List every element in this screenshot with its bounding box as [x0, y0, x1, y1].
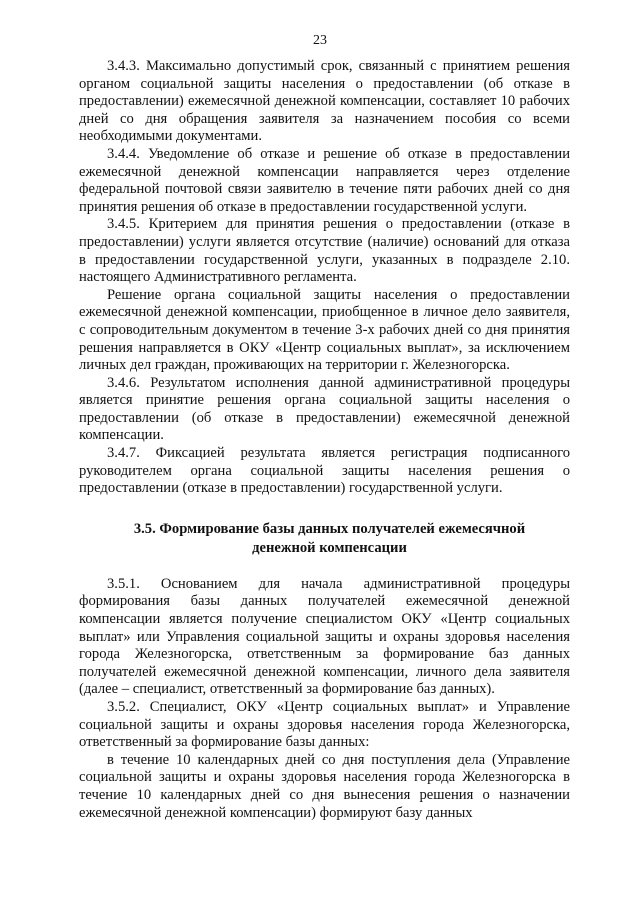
document-body	[79, 58, 570, 822]
paragraph-3-5-2: 3.5.2. Специалист, ОКУ «Центр социальных выплат» и Управление социальной защиты и охраны здоровья населения города Железногорска, ответственный за формирование базы данных:	[79, 699, 570, 751]
paragraph-within-10-days: в течение 10 календарных дней со дня поступления дела (Управление социальной защиты и охраны здоровья населения города Железногорска в течение 10 календарных дней со дня вынесения решения о назначении ежемесячной денежной компенсации) формируют базу данных	[79, 751, 570, 821]
paragraph-3-4-6: 3.4.6. Результатом исполнения данной административной процедуры является принятие решения органа социальной защиты населения о предоставлении (об отказе в предоставлении) ежемесячной денежной компенсации.	[79, 374, 570, 444]
paragraph-3-4-4: 3.4.4. Уведомление об отказе и решение об отказе в предоставлении ежемесячной денежной компенсации направляется через отделение федеральной почтовой связи заявителю в течение пяти рабочих дней со дня принятия решения об отказе в предоставлении государственной услуги.	[79, 145, 570, 215]
paragraph-decision: Решение органа социальной защиты населения о предоставлении ежемесячной денежной компенсации, приобщенное в личное дело заявителя, с сопроводительным документом в течение 3-х рабочих дней со дня принятия решения направляется в ОКУ «Центр социальных выплат», за исключением личных дел граждан, проживающих на территории г. Железногорска.	[79, 286, 570, 374]
section-heading-3-5: 3.5. Формирование базы данных получателей ежемесячной денежной компенсации	[133, 520, 526, 556]
paragraph-3-4-7: 3.4.7. Фиксацией результата является регистрация подписанного руководителем органа социальной защиты населения решения о предоставлении (отказе в предоставлении) государственной услуги.	[79, 445, 570, 497]
paragraph-3-4-5: 3.4.5. Критерием для принятия решения о предоставлении (отказе в предоставлении) услуги является отсутствие (наличие) оснований для отказа в предоставлении государственной услуги, указанных в подразделе 2.10. настоящего Административного регламента.	[79, 216, 570, 286]
paragraph-3-4-3: 3.4.3. Максимально допустимый срок, связанный с принятием решения органом социальной защиты населения о предоставлении (об отказе в предоставлении) ежемесячной денежной компенсации, составляет 10 рабочих дней со дня обращения заявителя за назначением пособия со всеми необходимыми документами.	[79, 58, 570, 145]
paragraph-3-5-1: 3.5.1. Основанием для начала административной процедуры формирования базы данных получателей ежемесячной денежной компенсации является получение специалистом ОКУ «Центр социальных выплат» или Управления социальной защиты и охраны здоровья населения города Железногорска, ответственным за формирование баз данных получателей ежемесячной денежной компенсации, личного дела заявителя (далее – специалист, ответственный за формирование баз данных).	[79, 575, 570, 698]
page-number: 23	[313, 33, 327, 48]
